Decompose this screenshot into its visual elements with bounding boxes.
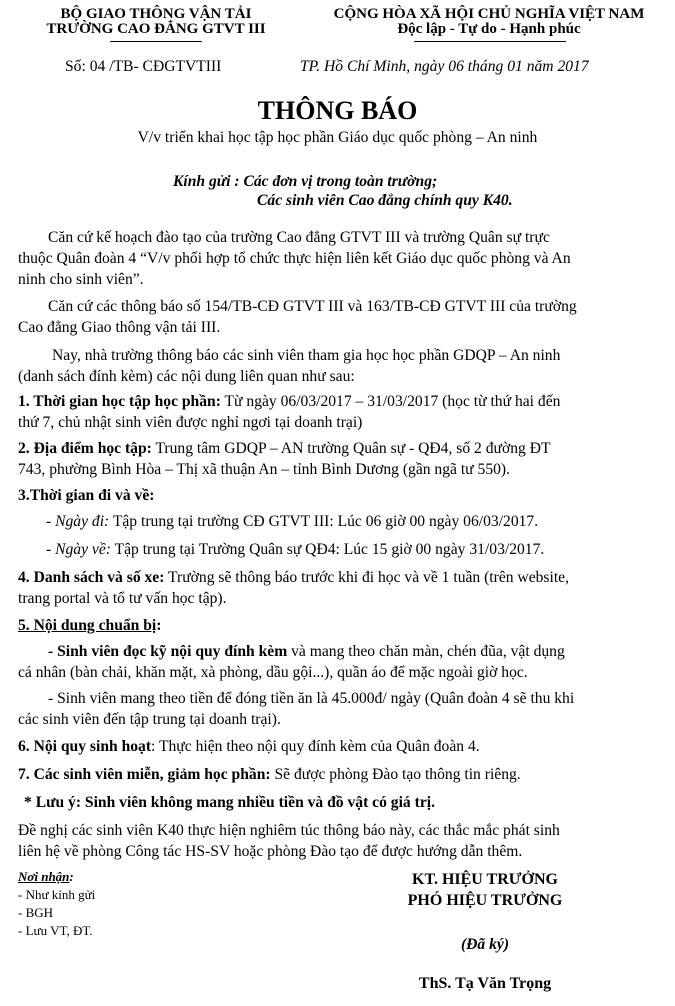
paragraph-basis-1-line-3: ninh cho sinh viên”. bbox=[18, 271, 144, 288]
section-3-departure-dash: - bbox=[46, 513, 56, 530]
paragraph-basis-2-line-2: Cao đẳng Giao thông vận tải III. bbox=[18, 319, 221, 336]
recipients-footer-label: Nơi nhận bbox=[18, 869, 70, 884]
section-2-line-2: 743, phường Bình Hòa – Thị xã thuận An – tỉnh Bình Dương (gần ngã tư 550). bbox=[18, 461, 511, 478]
document-subject: V/v triển khai học tập học phần Giáo dục quốc phòng – An ninh bbox=[137, 129, 538, 146]
document-title: THÔNG BÁO bbox=[257, 96, 418, 125]
section-4-label: 4. Danh sách và số xe: bbox=[18, 569, 165, 586]
section-2-line-1 bbox=[18, 438, 550, 459]
nation-name: CỘNG HÒA XÃ HỘI CHỦ NGHĨA VIỆT NAM bbox=[333, 6, 645, 22]
document-number: Số: 04 /TB- CĐGTVTIII bbox=[65, 58, 222, 75]
section-1-label: 1. Thời gian học tập học phần: bbox=[18, 393, 221, 410]
note-warning: * Lưu ý: Sinh viên không mang nhiều tiền và đồ vật có giá trị. bbox=[24, 794, 435, 811]
paragraph-basis-1-line-2: thuộc Quân đoàn 4 “V/v phối hợp tổ chức thực hiện liên kết Giáo dục quốc phòng và An bbox=[18, 250, 571, 267]
section-5-item-a-line-2: cá nhân (bàn chải, khăn mặt, xà phòng, dầu gội...), quần áo để mặc ngoài giờ học. bbox=[18, 664, 528, 681]
paragraph-announce-line-1: Nay, nhà trường thông báo các sinh viên tham gia học học phần GDQP – An ninh bbox=[52, 347, 561, 364]
section-4-text: Trường sẽ thông báo trước khi đi học và về 1 tuần (trên website, bbox=[164, 569, 569, 586]
recipients-footer-heading bbox=[18, 868, 74, 885]
recipients-footer-item: - Như kính gửi bbox=[18, 887, 96, 902]
closing-line-2: liên hệ về phòng Công tác HS-SV hoặc phòng Đào tạo để được hướng dẫn thêm. bbox=[18, 843, 523, 860]
section-5-colon: : bbox=[156, 617, 162, 634]
section-5-item-b-line-1: - Sinh viên mang theo tiền để đóng tiền ăn là 45.000đ/ ngày (Quân đoàn 4 sẽ thu khi bbox=[48, 690, 575, 707]
nation-motto: Độc lập - Tự do - Hạnh phúc bbox=[397, 21, 581, 37]
org-name-ministry: BỘ GIAO THÔNG VẬN TẢI bbox=[60, 6, 252, 22]
section-3-departure-label: Ngày đi: bbox=[55, 513, 110, 530]
section-1-line-2: thứ 7, chủ nhật sinh viên được nghỉ ngơi tại doanh trại) bbox=[18, 414, 363, 431]
place-date: TP. Hồ Chí Minh, ngày 06 tháng 01 năm 2017 bbox=[300, 58, 589, 75]
recipients-footer-item: - Lưu VT, ĐT. bbox=[18, 923, 93, 938]
section-6-line bbox=[18, 736, 480, 757]
section-5-heading bbox=[18, 615, 161, 636]
section-3-return-label: Ngày về: bbox=[55, 541, 111, 558]
section-5-item-a-text: và mang theo chăn màn, chén đũa, vật dụng bbox=[287, 643, 565, 660]
recipients-line-2: Các sinh viên Cao đẳng chính quy K40. bbox=[257, 192, 513, 209]
section-4-line-1 bbox=[18, 567, 569, 588]
section-6-text: : Thực hiện theo nội quy đính kèm của Quân đoàn 4. bbox=[151, 738, 480, 755]
section-3-return-dash: - bbox=[46, 541, 56, 558]
section-2-text: Trung tâm GDQP – AN trường Quân sự - QĐ4, số 2 đường ĐT bbox=[151, 440, 551, 457]
signature-title-2: PHÓ HIỆU TRƯỞNG bbox=[407, 892, 563, 909]
section-5-item-b-line-2: các sinh viên đến tập trung tại doanh trại). bbox=[18, 711, 281, 728]
section-3-label: 3.Thời gian đi và về: bbox=[18, 487, 155, 504]
signatory-name: ThS. Tạ Văn Trọng bbox=[418, 975, 552, 992]
paragraph-announce-line-2: (danh sách đính kèm) các nội dung liên quan như sau: bbox=[18, 368, 355, 385]
header-right-divider bbox=[414, 41, 566, 42]
section-5-label: 5. Nội dung chuẩn bị bbox=[18, 617, 157, 634]
section-7-label: 7. Các sinh viên miễn, giảm học phần: bbox=[18, 766, 271, 783]
section-2-label: 2. Địa điểm học tập: bbox=[18, 440, 152, 457]
section-7-text: Sẽ được phòng Đào tạo thông tin riêng. bbox=[270, 766, 521, 783]
signature-signed-note: (Đã ký) bbox=[460, 936, 510, 953]
recipients-footer-colon: : bbox=[69, 869, 74, 884]
section-5-item-a-line-1 bbox=[48, 641, 565, 662]
closing-line-1: Đề nghị các sinh viên K40 thực hiện nghiêm túc thông báo này, các thắc mắc phát sinh bbox=[18, 822, 560, 839]
recipients-footer-item: - BGH bbox=[18, 905, 54, 920]
section-1-line-1 bbox=[18, 391, 560, 412]
org-name-school: TRƯỜNG CAO ĐẲNG GTVT III bbox=[46, 21, 266, 37]
section-3-departure-text: Tập trung tại trường CĐ GTVT III: Lúc 06 giờ 00 ngày 06/03/2017. bbox=[109, 513, 539, 530]
section-4-line-2: trang portal và tổ tư vấn học tập). bbox=[18, 590, 227, 607]
header-left-divider bbox=[110, 41, 202, 42]
section-6-label: 6. Nội quy sinh hoạt bbox=[18, 738, 152, 755]
section-1-text: Từ ngày 06/03/2017 – 31/03/2017 (học từ thứ hai đến bbox=[220, 393, 561, 410]
recipients-line-1: Kính gửi : Các đơn vị trong toàn trường; bbox=[173, 173, 438, 190]
section-3-return-text: Tập trung tại Trường Quân sự QĐ4: Lúc 15 giờ 00 ngày 31/03/2017. bbox=[110, 541, 545, 558]
section-3-departure bbox=[46, 511, 538, 532]
section-3-return bbox=[46, 539, 544, 560]
section-7-line bbox=[18, 764, 521, 785]
section-5-item-a-bold: - Sinh viên đọc kỹ nội quy đính kèm bbox=[48, 643, 288, 660]
paragraph-basis-1-line-1: Căn cứ kế hoạch đào tạo của trường Cao đẳng GTVT III và trường Quân sự trực bbox=[48, 229, 550, 246]
paragraph-basis-2-line-1: Căn cứ các thông báo số 154/TB-CĐ GTVT III và 163/TB-CĐ GTVT III của trường bbox=[48, 298, 577, 315]
signature-title-1: KT. HIỆU TRƯỞNG bbox=[412, 871, 558, 888]
